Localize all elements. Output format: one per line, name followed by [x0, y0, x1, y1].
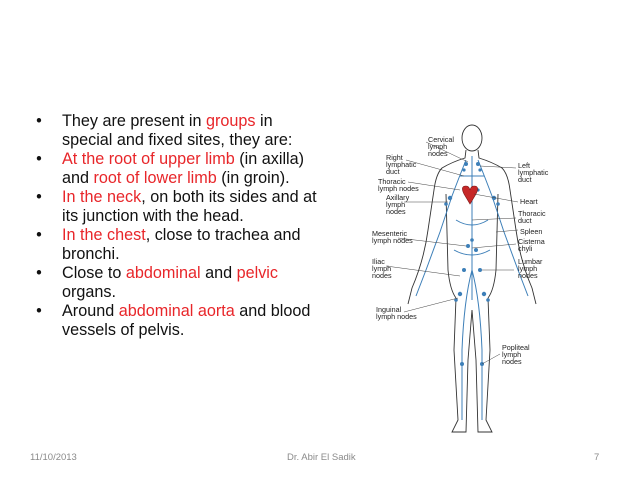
svg-text:nodes: nodes [518, 271, 538, 280]
bullet-text: They are present in [62, 112, 206, 130]
highlighted-text: In the chest [62, 226, 146, 244]
highlighted-text: root of lower limb [93, 169, 217, 187]
bullet-dot-icon: • [36, 302, 42, 320]
svg-text:chyli: chyli [518, 244, 533, 253]
bullet-item [30, 188, 322, 226]
svg-text:lymphatic: lymphatic [518, 168, 549, 177]
bullet-item [30, 302, 322, 340]
label-iliac: Iliac [372, 257, 385, 266]
svg-text:nodes: nodes [386, 207, 406, 216]
label-spleen: Spleen [520, 227, 543, 236]
bullet-text: , close to trachea and bronchi. [62, 226, 301, 263]
bullet-item [30, 226, 322, 264]
figure-labels [372, 135, 549, 366]
svg-text:lymph nodes: lymph nodes [376, 312, 417, 321]
footer-date: 11/10/2013 [30, 452, 77, 463]
bullet-text: and blood vessels of pelvis. [62, 302, 311, 339]
svg-text:lymph nodes: lymph nodes [378, 184, 419, 193]
bullet-dot-icon: • [36, 188, 42, 206]
label-cervical: Cervical [428, 135, 454, 144]
bullet-item [30, 112, 322, 150]
svg-text:lymph: lymph [502, 350, 522, 359]
svg-text:nodes: nodes [428, 149, 448, 158]
label-right-duct: Right [386, 153, 403, 162]
label-inguinal: Inguinal [376, 305, 402, 314]
bullet-text: Around [62, 302, 119, 320]
highlighted-text: abdominal [125, 264, 201, 282]
bullet-dot-icon: • [36, 226, 42, 244]
highlighted-text: At the root of upper limb [62, 150, 235, 168]
bullet-item [30, 150, 322, 188]
svg-text:duct: duct [518, 175, 532, 184]
label-mesenteric: Mesenteric [372, 229, 408, 238]
label-thoracic-duct: Thoracic [518, 209, 546, 218]
lymphatic-diagram [368, 120, 616, 438]
svg-text:lymph: lymph [386, 200, 406, 209]
bullet-dot-icon: • [36, 112, 42, 130]
label-lumbar: Lumbar [518, 257, 543, 266]
svg-text:lymphatic: lymphatic [386, 160, 417, 169]
label-popliteal: Popliteal [502, 343, 530, 352]
svg-text:duct: duct [518, 216, 532, 225]
bullet-dot-icon: • [36, 264, 42, 282]
bullet-item [30, 264, 322, 302]
label-axillary: Axillary [386, 193, 410, 202]
svg-text:duct: duct [386, 167, 400, 176]
label-left-duct: Left [518, 161, 530, 170]
bullet-text: (in groin). [216, 169, 290, 187]
bullet-text: (in axilla) and [62, 150, 305, 187]
label-thoracic-nodes: Thoracic [378, 177, 406, 186]
footer-author: Dr. Abir El Sadik [287, 452, 356, 463]
bullet-text: organs. [62, 283, 116, 301]
footer-page-number: 7 [594, 452, 600, 463]
highlighted-text: groups [205, 112, 256, 130]
bullet-text: in special and fixed sites, they are: [62, 112, 293, 149]
bullet-dot-icon: • [36, 150, 42, 168]
bullet-text: Close to [62, 264, 126, 282]
svg-text:lymph: lymph [372, 264, 392, 273]
heart-icon [462, 186, 477, 204]
svg-text:nodes: nodes [372, 271, 392, 280]
label-cisterna: Cisterna [518, 237, 545, 246]
highlighted-text: In the neck [62, 188, 142, 206]
highlighted-text: pelvic [236, 264, 278, 282]
bullet-list [30, 112, 322, 340]
svg-text:lymph: lymph [518, 264, 538, 273]
bullet-text: , on both its sides and at its junction with the head. [62, 188, 317, 225]
highlighted-text: abdominal aorta [118, 302, 235, 320]
bullet-text: and [200, 264, 237, 282]
svg-text:lymph nodes: lymph nodes [372, 236, 413, 245]
leader-lines [386, 142, 518, 364]
svg-text:nodes: nodes [502, 357, 522, 366]
label-heart: Heart [520, 197, 538, 206]
svg-text:lymph: lymph [428, 142, 448, 151]
lymphatic-system-figure [368, 120, 616, 438]
